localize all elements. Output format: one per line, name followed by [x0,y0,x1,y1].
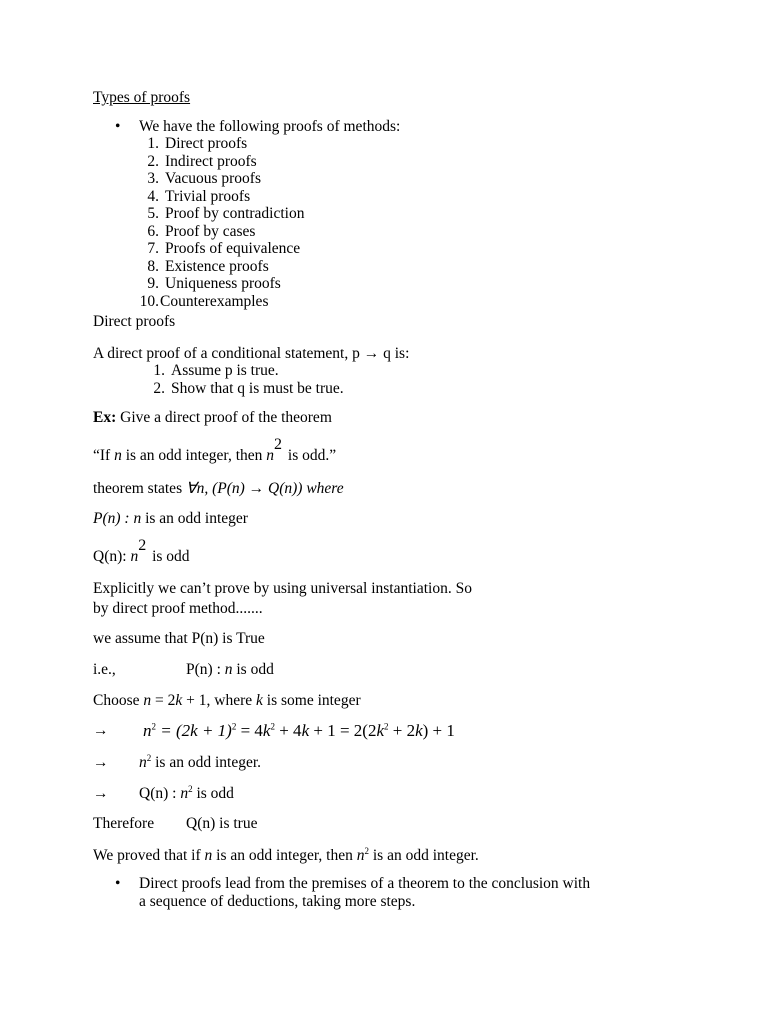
qn-definition: Q(n): $n^2$ is odd [93,537,190,565]
ie-line: i.e., P(n) : n is odd [93,661,274,678]
summary-line: a sequence of deductions, taking more steps. [139,893,416,910]
list-item: 8. Existence proofs [147,258,269,275]
summary-line: Direct proofs lead from the premises of a theorem to the conclusion with [139,875,591,892]
page-heading: Types of proofs [93,89,191,106]
example-line: Ex: Give a direct proof of the theorem [93,409,332,426]
list-item: 5. Proof by contradiction [147,205,305,222]
direct-proof-definition: A direct proof of a conditional statement, p → q is: [93,345,410,362]
list-item: 6. Proof by cases [147,223,256,240]
step-item: 2. Show that q is must be true. [153,380,344,397]
theorem-statement: “If n is an odd integer, then $n^2$ is odd.” [93,436,337,464]
arrow-icon: → [93,722,109,739]
list-item: 7. Proofs of equivalence [147,240,301,257]
list-item: 4. Trivial proofs [147,188,251,205]
section-title: Direct proofs [93,313,176,330]
list-item: 3. Vacuous proofs [147,170,261,187]
bullet-icon: • [115,875,121,892]
therefore-line: Therefore Q(n) is true [93,815,258,832]
bullet-icon: • [115,118,121,135]
list-item: 10.Counterexamples [139,293,269,310]
theorem-states-line: theorem states ∀n, (P(n) → Q(n)) where [93,480,344,497]
proved-line: We proved that if n is an odd integer, then $n^2$ is an odd integer. [93,845,479,864]
assume-line: we assume that P(n) is True [93,630,265,647]
step-item: 1. Assume p is true. [153,362,279,379]
list-item: 9. Uniqueness proofs [147,275,281,292]
arrow-icon: → [93,785,109,802]
explanation-line: by direct proof method....... [93,600,263,617]
pn-definition: P(n) : n is an odd integer [93,510,248,527]
list-item: 1. Direct proofs [147,135,248,152]
expansion-equation: $n^2 = (2k + 1)^2 = 4k^2 + 4k + 1 = 2(2k^2 + 2k) + 1$ [143,721,455,740]
arrow-icon: → [93,754,109,771]
list-item: 2. Indirect proofs [147,153,257,170]
qn-conclusion-line: Q(n) : $n^2$ is odd [139,783,234,802]
explanation-line: Explicitly we can’t prove by using universal instantiation. So [93,580,472,597]
choose-line: Choose n = 2k + 1, where k is some integer [93,692,361,709]
odd-integer-line: $n^2$ is an odd integer. [139,752,262,771]
methods-intro: We have the following proofs of methods: [139,118,401,135]
